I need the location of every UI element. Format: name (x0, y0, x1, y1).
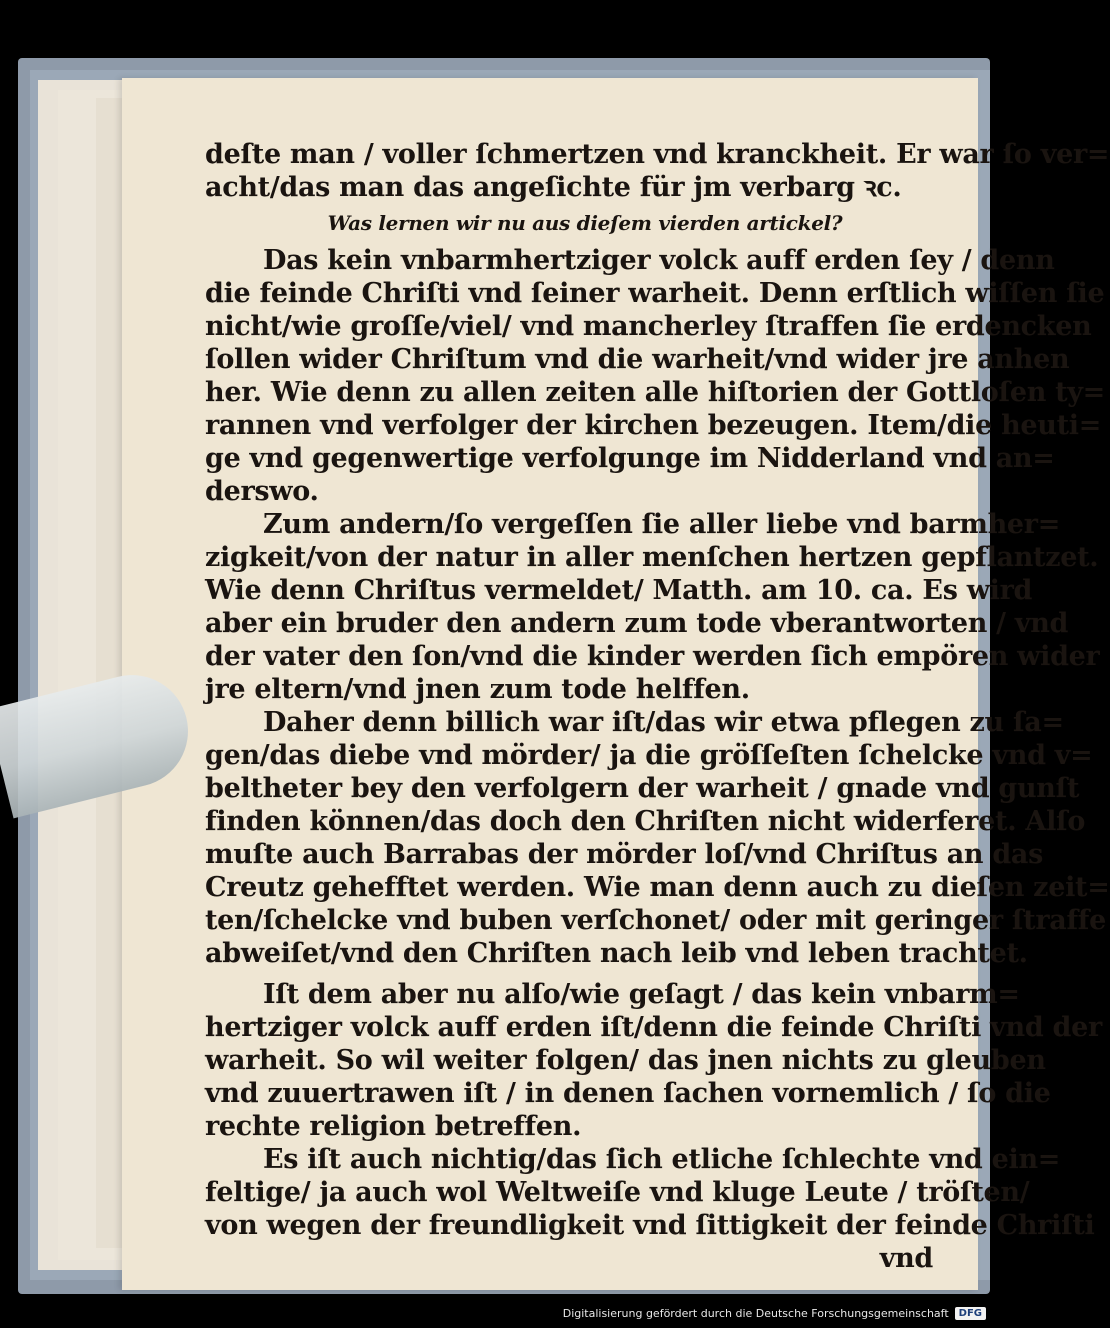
text-line: deſte man / voller ſchmertzen vnd kranckheit. Er war ſo ver= (205, 139, 1110, 170)
text-line: nicht/wie groſſe/viel/ vnd mancherley ſtraffen ſie erdencken (205, 311, 1092, 342)
page-text (205, 138, 1110, 1275)
paragraph-5 (205, 1143, 1095, 1242)
section-heading: Was lernen wir nu aus dieſem vierden artickel? (327, 211, 843, 235)
catchword: vnd (879, 1243, 933, 1274)
text-line: beltheter bey den verfolgern der warheit / gnade vnd gunſt (205, 773, 1080, 804)
text-line: hertziger volck auff erden iſt/denn die feinde Chriſti vnd der (205, 1012, 1102, 1043)
text-line: Creutz gehefftet werden. Wie man denn auch zu dieſen zeit= (205, 872, 1110, 903)
text-line: acht/das man das angeſichte für jm verbarg ꝛc. (205, 172, 902, 203)
text-line: Daher denn billich war iſt/das wir etwa pflegen zu ſa= (263, 707, 1064, 738)
paragraph-1 (205, 244, 1106, 508)
text-line: die feinde Chriſti vnd ſeiner warheit. Denn erſtlich wiſſen ſie (205, 278, 1105, 309)
text-line: abweiſet/vnd den Chriſten nach leib vnd leben trachtet. (205, 938, 1028, 969)
text-line: rannen vnd verfolger der kirchen bezeugen. Item/die heuti= (205, 410, 1102, 441)
text-line: muſte auch Barrabas der mörder loſ/vnd Chriſtus an das (205, 839, 1044, 870)
text-line: finden können/das doch den Chriſten nicht widerferet. Alſo (205, 806, 1086, 837)
dfg-logo: DFG (955, 1307, 986, 1320)
text-line: derswo. (205, 476, 319, 507)
text-line: her. Wie denn zu allen zeiten alle hiſtorien der Gottloſen ty= (205, 377, 1106, 408)
text-line: jre eltern/vnd jnen zum tode helffen. (205, 674, 750, 705)
digitization-credit (563, 1307, 986, 1320)
text-line: ten/ſchelcke vnd buben verſchonet/ oder mit geringer ſtraffe (205, 905, 1106, 936)
paragraph-4 (205, 978, 1102, 1143)
text-line: Zum andern/ſo vergeſſen ſie aller liebe vnd barmher= (263, 509, 1061, 540)
text-line: Iſt dem aber nu alſo/wie geſagt / das kein vnbarm= (263, 979, 1020, 1010)
text-line: Das kein vnbarmhertziger volck auff erden ſey / denn (263, 245, 1055, 276)
text-line: feltige/ ja auch wol Weltweiſe vnd kluge Leute / tröſten/ (205, 1177, 1030, 1208)
text-line: aber ein bruder den andern zum tode vberantworten / vnd (205, 608, 1069, 639)
text-line: Es iſt auch nichtig/das ſich etliche ſchlechte vnd ein= (263, 1144, 1061, 1175)
paragraph-2 (205, 508, 1100, 706)
text-line: gen/das diebe vnd mörder/ ja die gröſſeſten ſchelcke vnd v= (205, 740, 1093, 771)
text-line: ſollen wider Chriſtum vnd die warheit/vnd wider jre anhen (205, 344, 1070, 375)
credit-text: Digitalisierung gefördert durch die Deutsche Forschungsgemeinschaft (562, 1307, 949, 1320)
text-line: der vater den ſon/vnd die kinder werden ſich empören wider (205, 641, 1100, 672)
text-line: zigkeit/von der natur in aller menſchen hertzen gepflantzet. (205, 542, 1099, 573)
text-line: vnd zuuertrawen iſt / in denen ſachen vornemlich / ſo die (205, 1078, 1051, 1109)
text-line: ge vnd gegenwertige verfolgunge im Nidderland vnd an= (205, 443, 1055, 474)
text-line: warheit. So wil weiter folgen/ das jnen nichts zu gleuben (205, 1045, 1046, 1076)
text-line: von wegen der freundligkeit vnd ſittigkeit der feinde Chriſti (205, 1210, 1095, 1241)
text-line: Wie denn Chriſtus vermeldet/ Matth. am 10. ca. Es wird (205, 575, 1033, 606)
paragraph-3 (205, 706, 1110, 970)
text-line: rechte religion betreffen. (205, 1111, 582, 1142)
